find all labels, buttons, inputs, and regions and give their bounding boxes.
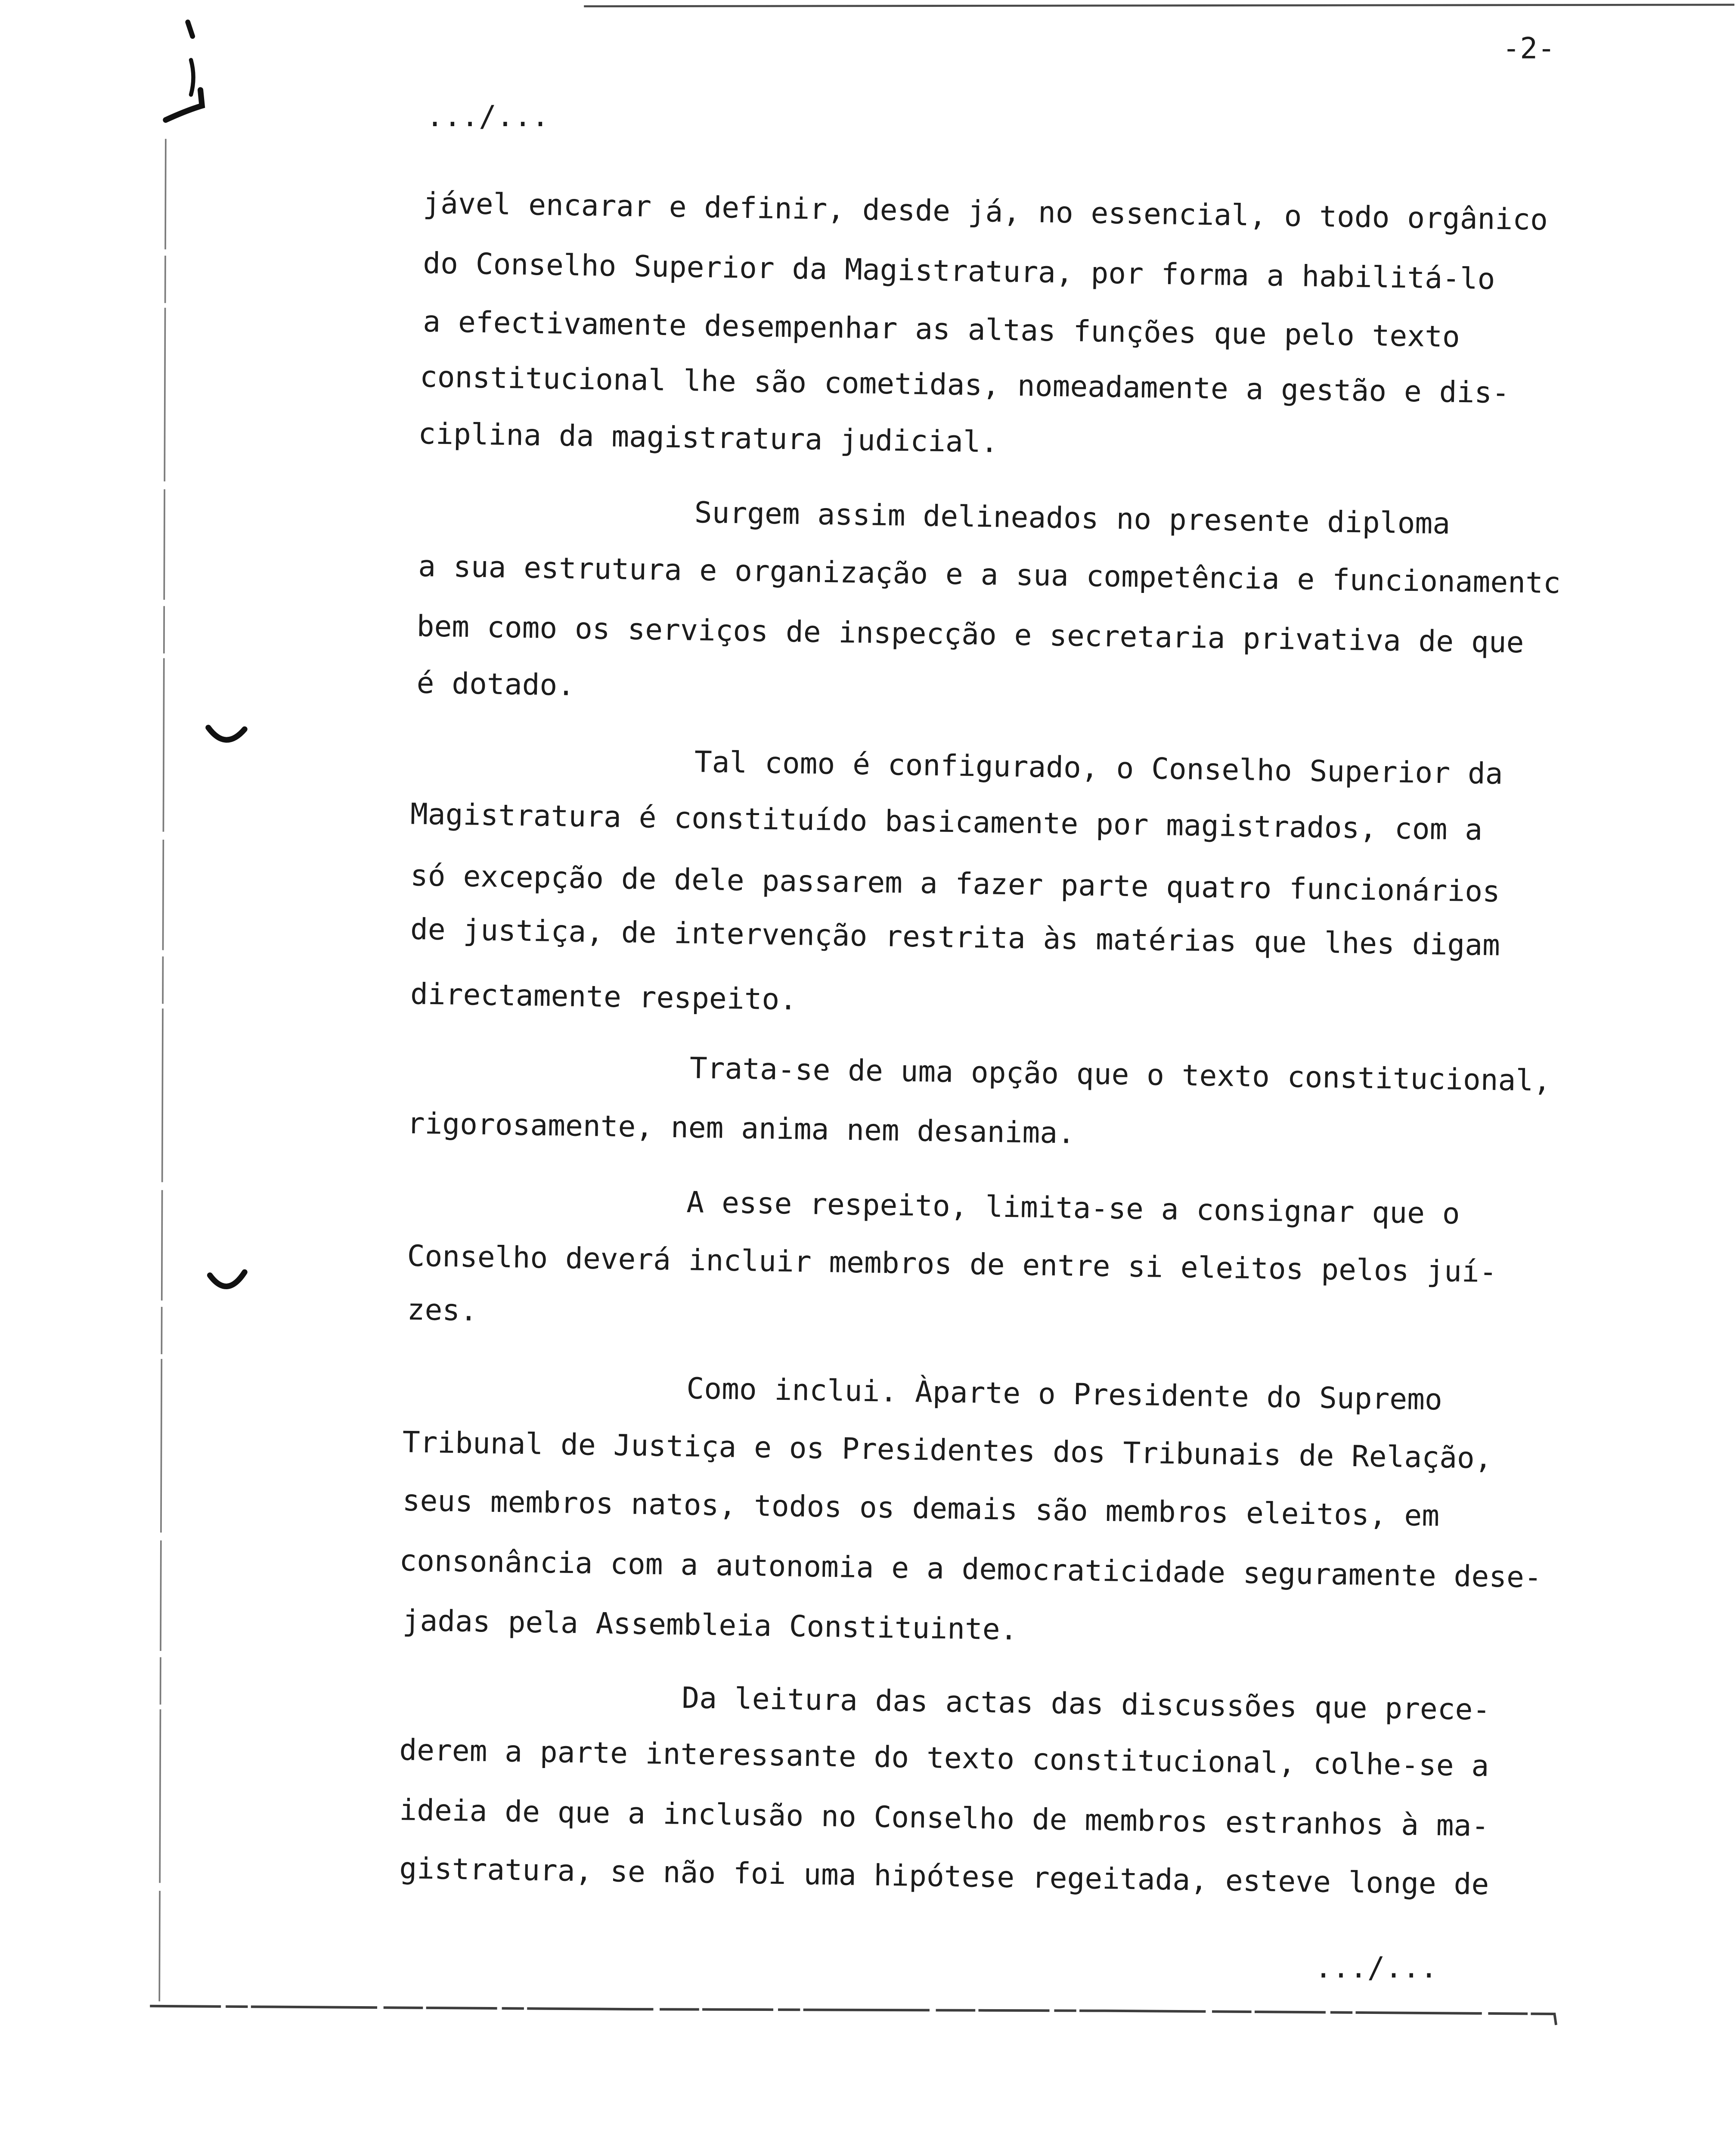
text-line: directamente respeito.	[410, 978, 797, 1018]
text-line: ciplina da magistratura judicial.	[418, 418, 999, 460]
text-line: Trata-se de uma opção que o texto constitucional,	[689, 1052, 1551, 1099]
text-line: Conselho deverá incluir membros de entre si eleitos pelos juí-	[407, 1241, 1497, 1290]
text-line: gistratura, se não foi uma hipótese regeitada, esteve longe de	[399, 1853, 1489, 1902]
top-left-stroke-mark	[191, 60, 193, 95]
text-line: Surgem assim delineados no presente diploma	[694, 497, 1451, 542]
text-line: rigorosamente, nem anima nem desanima.	[407, 1108, 1076, 1151]
text-line: Como inclui. Àparte o Presidente do Supremo	[686, 1373, 1443, 1418]
top-paper-edge-line	[584, 5, 1734, 6]
text-line: Tal como é configurado, o Conselho Superior da	[694, 746, 1504, 792]
text-line: A esse respeito, limita-se a consignar que o	[686, 1187, 1460, 1232]
top-left-hook-mark	[166, 90, 202, 120]
text-line: zes.	[407, 1294, 478, 1329]
top-left-comma-mark	[188, 22, 192, 36]
text-line: jável encarar e definir, desde já, no essencial, o todo orgânico	[422, 188, 1548, 238]
text-line: de justiça, de intervenção restrita às matérias que lhes digam	[410, 914, 1500, 963]
bottom-paper-edge-line	[150, 2006, 1556, 2025]
continuation-marker-bottom: .../...	[1314, 1952, 1438, 1986]
text-line: ideia de que a inclusão no Conselho de membros estranhos à ma-	[399, 1794, 1489, 1844]
text-line: consonância com a autonomia e a democraticidade seguramente dese-	[399, 1545, 1542, 1595]
page-number: -2-	[1502, 33, 1555, 66]
continuation-marker-top: .../...	[426, 101, 549, 134]
text-line: a sua estrutura e organização e a sua competência e funcionamentc	[418, 551, 1561, 601]
text-line: bem como os serviços de inspecção e secretaria privativa de que	[416, 611, 1525, 661]
text-line: jadas pela Assembleia Constituinte.	[402, 1605, 1018, 1647]
left-paper-edge-line	[159, 139, 166, 2001]
text-line: constitucional lhe são cometidas, nomeadamente a gestão e dis-	[419, 361, 1510, 411]
text-line: Magistratura é constituído basicamente por magistrados, com a	[410, 798, 1483, 848]
punch-hole-mark	[210, 1272, 245, 1286]
text-line: seus membros natos, todos os demais são membros eleitos, em	[402, 1485, 1440, 1534]
text-line: Da leitura das actas das discussões que prece-	[681, 1682, 1491, 1728]
text-line: só excepção de dele passarem a fazer parte quatro funcionários	[410, 860, 1500, 910]
text-line: Tribunal de Justiça e os Presidentes dos Tribunais de Relação,	[402, 1427, 1493, 1477]
text-line: derem a parte interessante do texto constitucional, colhe-se a	[399, 1734, 1489, 1784]
punch-hole-mark	[208, 728, 245, 740]
text-line: a efectivamente desempenhar as altas funções que pelo texto	[422, 306, 1460, 355]
text-line: do Conselho Superior da Magistratura, por forma a habilitá-lo	[422, 248, 1496, 297]
text-line: é dotado.	[416, 667, 575, 703]
